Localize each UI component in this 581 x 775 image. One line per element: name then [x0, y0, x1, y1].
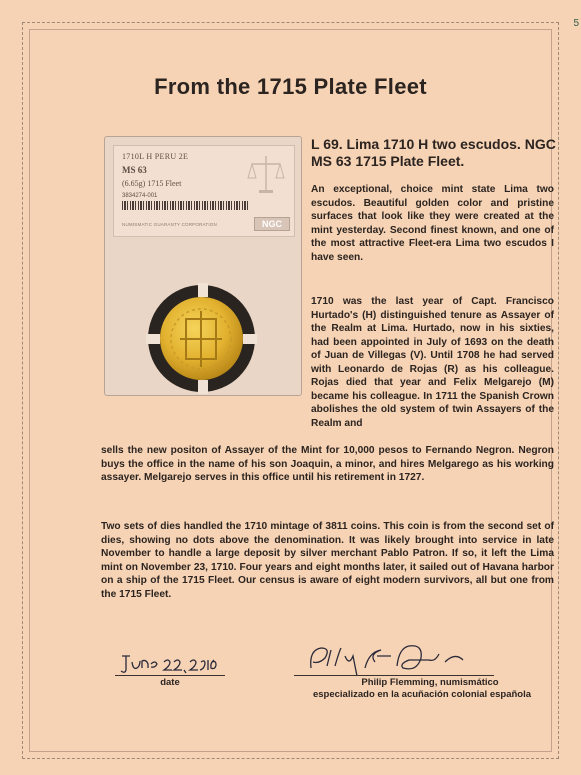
history-paragraph-part1: 1710 was the last year of Capt. Francisco Hurtado's (H) distinguished tenure as Assayer of the Realm at Lima. Hurtado, now in his sixties, had been appointed in July of 1693 on the death of Juan de Villegas (V). Until 1708 he had served with Leonardo de Rojas (R) as his colleague. Rojas died that year and Felix Melgarejo (M) became his colleague. In 1711 the Spanish Crown abolishes the old system of twin Assayers of the Realm and [311, 296, 554, 429]
slab-label [113, 145, 295, 237]
signer-name: Philip Flemming, numismático [361, 677, 499, 688]
date-line [115, 675, 225, 676]
slab-cert-number: 3834274-001 [122, 193, 158, 199]
history-paragraph-part2: sells the new positon of Assayer of the Mint for 10,000 pesos to Fernando Negron. Negron buys the office in the name of his son Joaquin, a minor, and hires Melgarego as his working assayer. Melgarejo serves in this office until his retirement in 1727. [101, 445, 554, 483]
description-paragraph: An exceptional, choice mint state Lima two escudos. Beautiful golden color and pristine surfaces that look like they were created at the mint yesterday. Second finest known, and one of the most attractive Fleet-era Lima two escudos I have seen. [311, 184, 554, 263]
slab-weight: (6.65g) 1715 Fleet [122, 179, 182, 188]
page-title: From the 1715 Plate Fleet [154, 74, 427, 99]
barcode [122, 201, 248, 210]
holder-prong-top [198, 283, 208, 297]
signer-title: especializado en la acuñación colonial española [312, 689, 532, 700]
handwritten-date [118, 650, 220, 676]
signature-line [294, 675, 494, 676]
corner-mark: 5 [573, 18, 579, 29]
slab-description: 1710L H PERU 2E [122, 152, 189, 161]
slab-corporation: NUMISMATIC GUARANTY CORPORATION [122, 222, 217, 227]
ngc-slab-photo [104, 136, 302, 396]
scales-icon [246, 152, 286, 196]
ngc-logo: NGC [254, 217, 290, 231]
holder-prong-right [243, 334, 257, 344]
holder-prong-left [146, 334, 160, 344]
lot-heading: L 69. Lima 1710 H two escudos. NGC MS 63 1715 Plate Fleet. [311, 136, 556, 169]
holder-prong-bottom [198, 380, 208, 394]
mintage-paragraph: Two sets of dies handled the 1710 mintage of 3811 coins. This coin is from the second set of dies, showing no dots above the denomination. It was likely brought into service in late November to handle a large deposit by silver merchant Pablo Patron. If so, it left the Lima mint on November 23, 1710. Four years and eight months later, it sailed out of Havana harbor on a ship of the 1715 Fleet. Our census is aware of eight modern survivors, all but one from the 1715 Fleet. [101, 521, 554, 600]
gold-coin-image [160, 297, 243, 380]
date-label: date [160, 677, 180, 688]
slab-grade: MS 63 [122, 165, 147, 175]
